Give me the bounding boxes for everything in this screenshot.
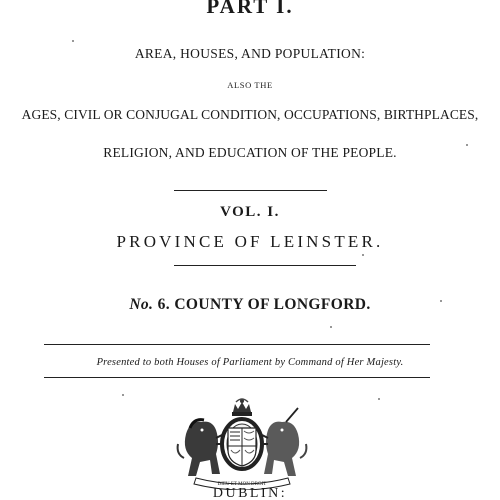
county-number: 6. [157,296,171,313]
lion-supporter-icon [178,420,224,476]
also-the-label: ALSO THE [227,80,273,90]
county-heading [0,296,500,314]
county-number-prefix: No. [129,296,154,313]
print-speck [466,144,468,146]
report-subtitle: AREA, HOUSES, AND POPULATION: [134,46,366,61]
crown-icon [232,399,252,416]
motto-text: DIEU ET MON DROIT [217,482,267,487]
royal-coat-of-arms-icon [172,398,312,490]
print-speck [330,326,332,328]
county-name: COUNTY OF LONGFORD. [174,296,371,313]
volume-number: VOL. I. [220,204,280,220]
print-speck [440,300,442,302]
print-speck [362,254,364,256]
province-title: PROVINCE OF LEINSTER. [116,232,384,251]
presented-line: Presented to both Houses of Parliament by Command of Her Majesty. [96,357,404,368]
ages-line: AGES, CIVIL OR CONJUGAL CONDITION, OCCUPATIONS, BIRTHPLACES, [21,107,479,122]
religion-line: RELIGION, AND EDUCATION OF THE PEOPLE. [103,145,397,160]
part-heading: PART I. [206,0,294,18]
divider [44,377,430,378]
divider [44,344,430,345]
print-speck [122,394,124,396]
divider [174,265,356,266]
unicorn-supporter-icon [260,408,306,476]
print-speck [72,40,74,42]
imprint-city: DUBLIN: [212,486,288,500]
print-speck [378,398,380,400]
divider [174,190,327,191]
